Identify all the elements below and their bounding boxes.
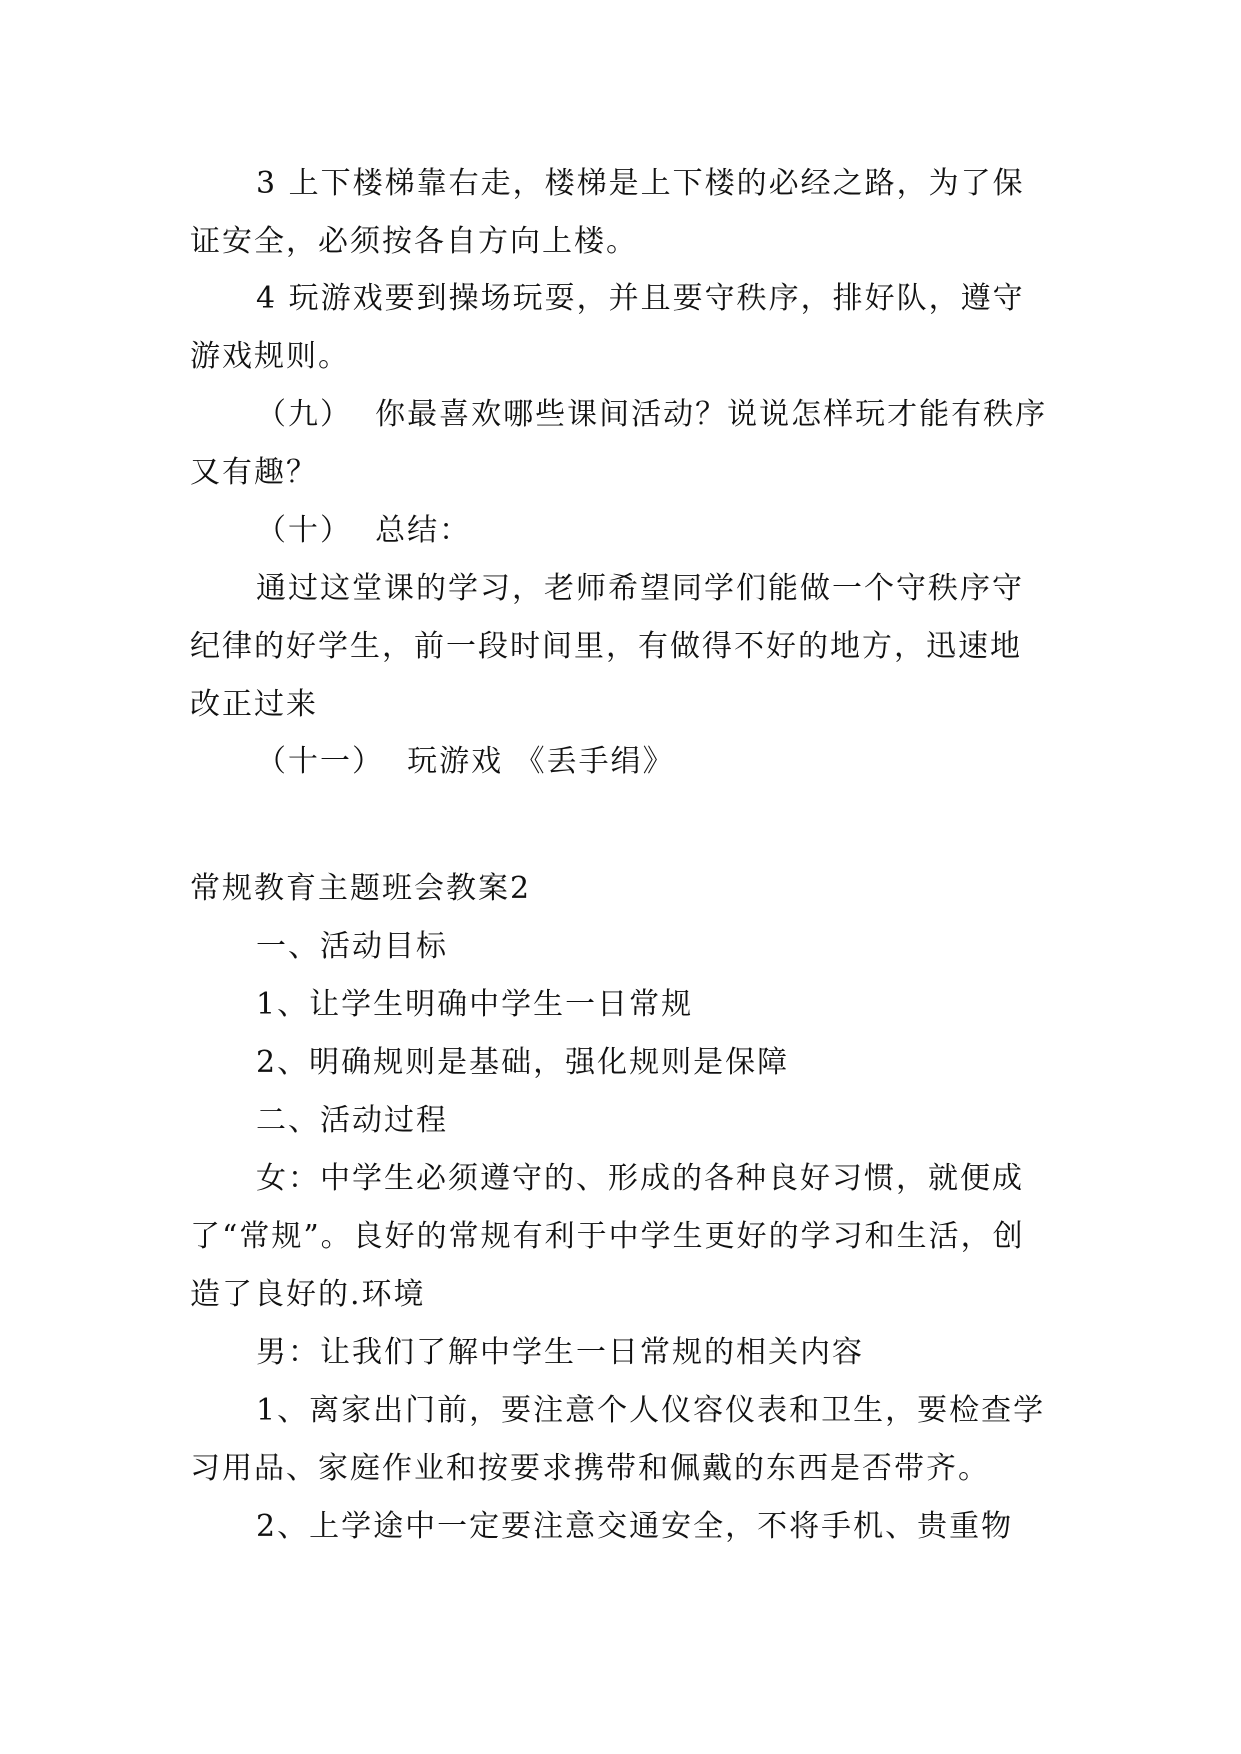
rule-item-2: 2、上学途中一定要注意交通安全，不将手机、贵重物 xyxy=(256,1509,1014,1544)
goal-item-2: 2、明确规则是基础，强化规则是保障 xyxy=(256,1045,790,1080)
section-eleven-heading: （十一） 玩游戏 《丢手绢》 xyxy=(256,744,675,779)
section-nine-heading: （九） 你最喜欢哪些课间活动？说说怎样玩才能有秩序又有趣？ xyxy=(190,397,1048,490)
paragraph-stairs-rule: 3 上下楼梯靠右走，楼梯是上下楼的必经之路，为了保证安全，必须按各自方向上楼。 xyxy=(190,166,1025,259)
lesson-plan-title: 常规教育主题班会教案2 xyxy=(190,871,532,906)
paragraph-summary: 通过这堂课的学习，老师希望同学们能做一个守秩序守纪律的好学生，前一段时间里，有做得不好的地方，迅速地改正过来 xyxy=(190,571,1024,722)
male-speaker-paragraph: 男：让我们了解中学生一日常规的相关内容 xyxy=(256,1335,864,1370)
activity-goal-heading: 一、活动目标 xyxy=(256,929,448,964)
activity-process-heading: 二、活动过程 xyxy=(256,1103,448,1138)
rule-item-1: 1、离家出门前，要注意个人仪容仪表和卫生，要检查学习用品、家庭作业和按要求携带和佩戴的东西是否带齐。 xyxy=(190,1393,1046,1486)
section-ten-heading: （十） 总结： xyxy=(256,513,472,548)
goal-item-1: 1、让学生明确中学生一日常规 xyxy=(256,987,694,1022)
female-speaker-paragraph: 女：中学生必须遵守的、形成的各种良好习惯，就便成了“常规”。良好的常规有利于中学生更好的学习和生活，创造了良好的.环境 xyxy=(190,1161,1025,1312)
paragraph-game-rule: 4 玩游戏要到操场玩耍，并且要守秩序，排好队，遵守游戏规则。 xyxy=(190,281,1025,374)
